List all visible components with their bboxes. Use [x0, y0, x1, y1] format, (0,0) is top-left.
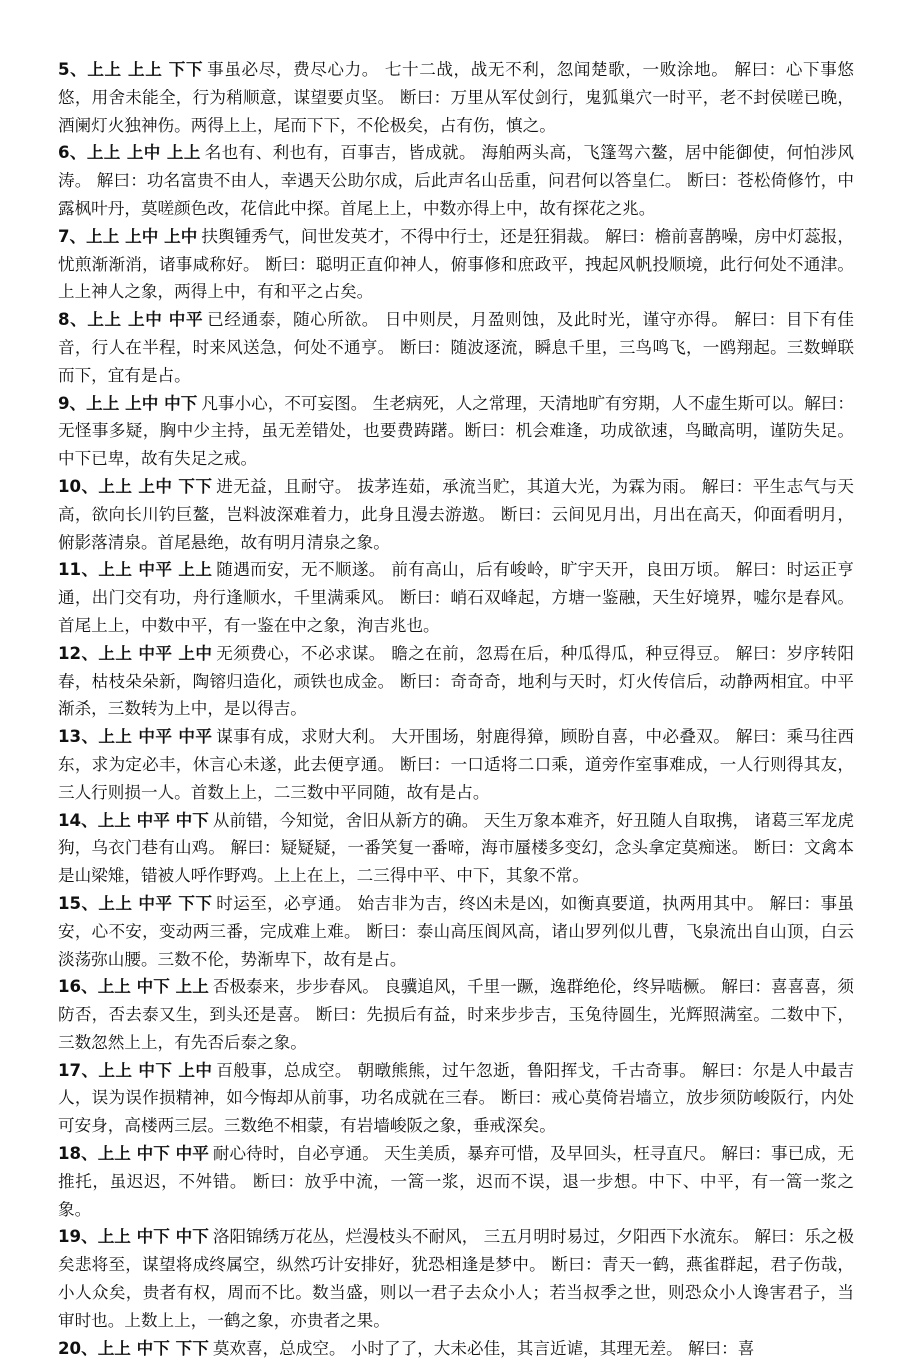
entry-text: 百般事，总成空。 朝暾熊熊，过午忽逝，鲁阳挥戈，千古奇事。 解曰：尔是人中最吉人，误为误作损精神，如今悔却从前事，功名成就在三春。 断曰：戒心莫倚岩墙立，放步须防峻阪行，内处可安身，高楼两三层。三数绝不相蒙，有岩墙峻阪之象，垂戒深矣。 [58, 1060, 854, 1136]
entry-17 [58, 1057, 854, 1140]
entry-number: 14、 [58, 810, 98, 830]
entry-6 [58, 139, 854, 222]
entry-number: 5、 [58, 60, 88, 79]
entry-7 [58, 223, 854, 306]
entry-11 [58, 556, 854, 639]
entry-text: 已经通泰，随心所欲。 日中则昃，月盈则蚀，及此时光，谨守亦得。 解曰：目下有佳音，行人在半程，时来风送急，何处不通亨。 断曰：随波逐流，瞬息千里，三鸟鸣飞，一鸥翔起。三数蝉联而下，宜有是占。 [58, 310, 854, 385]
entry-13 [58, 723, 854, 806]
entry-text: 无须费心，不必求谋。 瞻之在前，忽焉在后，种瓜得瓜，种豆得豆。 解曰：岁序转阳春，枯枝朵朵新，陶镕归造化，顽铁也成金。 断曰：奇奇奇，地利与天时，灯火传信后，动静两相宜。中平渐杀，三数转为上中，是以得吉。 [58, 643, 854, 719]
entry-12 [58, 640, 854, 723]
document-body [58, 56, 854, 1362]
entry-number: 12、 [58, 643, 99, 663]
entry-rank: 上上 中下 下下 [97, 1338, 209, 1358]
entry-number: 6、 [58, 143, 87, 163]
entry-rank: 上上 中下 上上 [97, 977, 209, 997]
entry-rank: 上上 上中 上中 [86, 226, 198, 246]
entry-rank: 上上 中平 中下 [97, 810, 209, 830]
entry-rank: 上上 中下 中平 [97, 1144, 209, 1164]
entry-10 [58, 473, 854, 556]
entry-text: 凡事小心，不可妄图。 生老病死，人之常理，天清地旷有穷期，人不虚生斯可以。解曰：无怪事多疑，胸中少主持，虽无差错处，也要费踌躇。断曰：机会难逢，功成欲速，鸟瞰高明，谨防失足。中下已卑，故有失足之戒。 [58, 393, 854, 469]
entry-5 [58, 56, 854, 139]
entry-number: 10、 [58, 476, 99, 496]
entry-rank: 上上 上中 中平 [87, 310, 204, 330]
entry-number: 20、 [58, 1338, 98, 1358]
entry-16 [58, 973, 854, 1056]
entry-rank: 上上 中平 下下 [98, 893, 213, 913]
entry-text: 名也有、利也有，百事吉，皆成就。 海舶两头高，飞篷驾六鳌，居中能御使，何怕涉风涛。 解曰：功名富贵不由人，幸遇天公助尔成，后此声名山岳重，问君何以答皇仁。 断曰：苍松倚修竹，中露枫叶丹，莫嗟颜色改，花信此中探。首尾上上，中数亦得上中，故有探花之兆。 [58, 143, 854, 218]
entry-19 [58, 1223, 854, 1334]
entry-rank: 上上 上中 下下 [98, 476, 213, 496]
entry-18 [58, 1140, 854, 1223]
entry-text: 时运至，必亨通。 始吉非为吉，终凶未是凶，如衡真要道，执两用其中。 解曰：事虽安，心不安，变动两三番，完成难上难。 断曰：泰山高压阆风高，诸山罗列似儿曹，飞泉流出自山顶，白云淡荡弥山腰。三数不伦，势渐卑下，故有是占。 [58, 893, 854, 969]
entry-number: 8、 [58, 310, 88, 330]
entry-number: 16、 [58, 977, 98, 997]
entry-number: 7、 [58, 226, 87, 246]
entry-text: 洛阳锦绣万花丛，烂漫枝头不耐风， 三五月明时易过，夕阳西下水流东。 解曰：乐之极矣悲将至，谋望将成终属空，纵然巧计安排好，犹恐相逢是梦中。 断曰：青天一鹤，燕雀群起，君子伤哉，小人众矣，贵者有权，周而不比。数当盛，则以一君子去众小人；若当叔季之世，则恐众小人谗害君子，当审时也。上数上上，一鹤之象，亦贵者之果。 [58, 1227, 855, 1330]
entry-20 [58, 1335, 854, 1362]
entry-number: 19、 [58, 1227, 98, 1247]
entry-number: 11、 [58, 560, 99, 580]
entry-text: 谋事有成，求财大利。 大开围场，射鹿得獐，顾盼自喜，中必叠双。 解曰：乘马往西东，求为定必丰，休言心未遂，此去便亨通。 断曰：一口适将二口乘，道旁作室事难成，一人行则得其友，三人行则损一人。首数上上，二三数中平同随，故有是占。 [58, 727, 854, 802]
entry-text: 从前错，今知觉，舍旧从新方的确。 天生万象本难齐，好丑随人自取携， 诸葛三军龙虎狗，乌衣门巷有山鸡。 解曰：疑疑疑，一番笑复一番啼，海市蜃楼多变幻，念头拿定莫痴迷。 断曰：文禽本是山梁雉，错被人呼作野鸡。上上在上，二三得中平、中下，其象不常。 [58, 810, 855, 886]
entry-8 [58, 306, 854, 389]
entry-text: 事虽必尽，费尽心力。 七十二战，战无不利，忽闻楚歌，一败涂地。 解曰：心下事悠悠，用舍未能全，行为稍顺意，谋望要贞坚。 断曰：万里从军仗剑行，鬼狐巢穴一时平，老不封侯嗟已晚，酒阑灯火独神伤。两得上上，尾而下下，不伦极矣，占有伤，慎之。 [58, 60, 854, 135]
entry-rank: 上上 中平 上中 [98, 643, 213, 663]
entry-9 [58, 390, 854, 473]
entry-number: 15、 [58, 893, 99, 913]
entry-number: 18、 [58, 1144, 98, 1164]
entry-text: 耐心待时，自必亨通。 天生美质，暴弃可惜，及早回头，枉寻直尺。 解曰：事已成，无推托，虽迟迟，不舛错。 断曰：放乎中流，一篙一浆，迟而不误，退一步想。中下、中平，有一篙一浆之象。 [58, 1144, 855, 1219]
entry-number: 9、 [58, 393, 87, 413]
entry-14 [58, 807, 854, 890]
entry-text: 进无益，且耐守。 拔茅连茹，承流当贮，其道大光，为霖为雨。 解曰：平生志气与天高，欲向长川钓巨鳌，岂料波深难着力，此身且漫去游遨。 断曰：云间见月出，月出在高天，仰面看明月，俯影落清泉。首尾悬绝，故有明月清泉之象。 [58, 476, 854, 552]
entry-rank: 上上 上中 中下 [86, 393, 198, 413]
entry-rank: 上上 中平 中平 [98, 727, 213, 747]
entry-text: 莫欢喜，总成空。 小时了了，大未必佳，其言近谑，其理无差。 解曰：喜 [212, 1338, 755, 1358]
entry-rank: 上上 中下 中下 [97, 1227, 209, 1247]
entry-number: 17、 [58, 1060, 99, 1080]
entry-number: 13、 [58, 727, 99, 747]
entry-rank: 上上 上中 上上 [86, 143, 201, 163]
entry-text: 随遇而安，无不顺遂。 前有高山，后有峻岭，旷宇天开，良田万顷。 解曰：时运正亨通，出门交有功，舟行逢顺水，千里满乘风。 断曰：峭石双峰起，方塘一鉴融，天生好境界，嘘尔是春风。首尾上上，中数中平，有一鉴在中之象，洵吉兆也。 [58, 560, 854, 635]
entry-rank: 上上 上上 下下 [87, 60, 204, 79]
entry-rank: 上上 中下 上中 [98, 1060, 213, 1080]
entry-text: 否极泰来，步步春风。 良骥追风，千里一蹶，逸群绝伦，终异啮橛。 解曰：喜喜喜，须防否，否去泰又生，到头还是喜。 断曰：先损后有益，时来步步吉，玉兔待圆生，光辉照满室。二数中下，三数忽然上上，有先否后泰之象。 [58, 977, 855, 1052]
entry-15 [58, 890, 854, 973]
entry-rank: 上上 中平 上上 [98, 560, 213, 580]
entry-text: 扶舆锺秀气，间世发英才，不得中行士，还是狂狷裁。 解曰：檐前喜鹊噪，房中灯蕊报，忧煎渐渐消，诸事咸称好。 断曰：聪明正直仰神人，俯事修和庶政平，拽起风帆投顺境，此行何处不通津。上上神人之象，两得上中，有和平之占矣。 [58, 226, 854, 302]
